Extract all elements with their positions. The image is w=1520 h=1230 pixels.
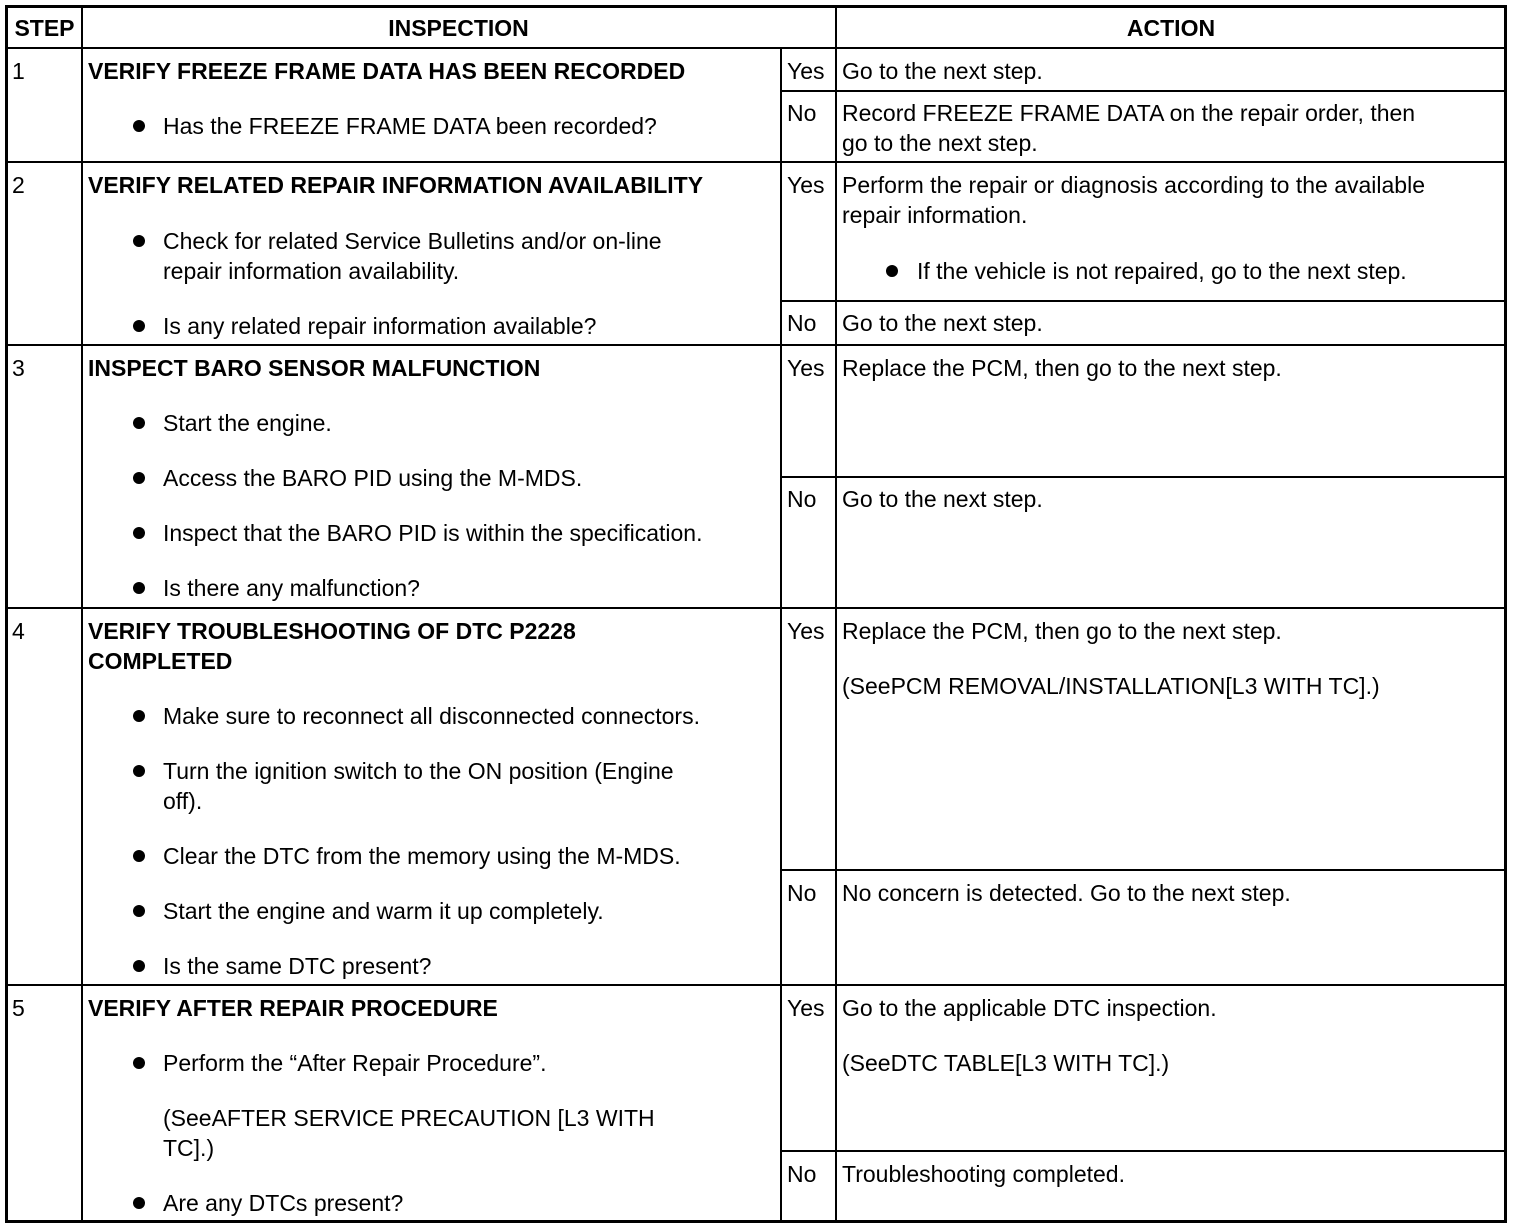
yes-action: Replace the PCM, then go to the next step. (842, 355, 1282, 381)
header-inspection: INSPECTION (388, 15, 529, 41)
bullet-icon (133, 527, 145, 539)
inspection-item: Check for related Service Bulletins and/or on-line (163, 228, 662, 254)
inspection-item: Perform the “After Repair Procedure”. (163, 1050, 547, 1076)
bullet-icon (133, 120, 145, 132)
inspection-item: Turn the ignition switch to the ON position (Engine (163, 758, 674, 784)
inspection-item: repair information availability. (163, 258, 460, 284)
inspection-item: Is there any malfunction? (163, 575, 420, 601)
no-label: No (787, 310, 817, 336)
bullet-icon (133, 235, 145, 247)
header-action: ACTION (1126, 15, 1216, 41)
no-action: No concern is detected. Go to the next step. (842, 880, 1291, 906)
step-title: COMPLETED (88, 648, 233, 674)
yes-action: Replace the PCM, then go to the next step. (842, 618, 1282, 644)
no-label: No (787, 1161, 817, 1187)
reference-link[interactable]: (SeePCM REMOVAL/INSTALLATION[L3 WITH TC].) (842, 673, 1380, 699)
inspection-item: Access the BARO PID using the M-MDS. (163, 465, 583, 491)
bullet-icon (133, 1197, 145, 1209)
row-divider (780, 90, 1506, 92)
row-divider (780, 300, 1506, 302)
step-title: VERIFY AFTER REPAIR PROCEDURE (88, 995, 498, 1021)
yes-label: Yes (787, 58, 825, 84)
reference-link[interactable]: (SeeDTC TABLE[L3 WITH TC].) (842, 1050, 1170, 1076)
inspection-item: Start the engine and warm it up completely. (163, 898, 604, 924)
row-divider (6, 984, 1506, 986)
step-number: 1 (12, 58, 25, 84)
bullet-icon (133, 765, 145, 777)
step-title: VERIFY FREEZE FRAME DATA HAS BEEN RECORDED (88, 58, 686, 84)
no-label: No (787, 486, 817, 512)
yes-label: Yes (787, 355, 825, 381)
yes-action: Go to the applicable DTC inspection. (842, 995, 1217, 1021)
row-divider (6, 47, 1506, 49)
yes-action: Perform the repair or diagnosis according to the available (842, 172, 1425, 198)
step-title: VERIFY TROUBLESHOOTING OF DTC P2228 (88, 618, 576, 644)
step-number: 5 (12, 995, 25, 1021)
row-divider (780, 1150, 1506, 1152)
bullet-icon (133, 417, 145, 429)
column-divider (81, 6, 83, 1222)
inspection-item: Make sure to reconnect all disconnected connectors. (163, 703, 700, 729)
step-number: 3 (12, 355, 25, 381)
inspection-item: Clear the DTC from the memory using the M-MDS. (163, 843, 681, 869)
inspection-item: Start the engine. (163, 410, 332, 436)
header-step: STEP (14, 15, 75, 41)
inspection-item: Has the FREEZE FRAME DATA been recorded? (163, 113, 657, 139)
row-divider (6, 344, 1506, 346)
yes-action: repair information. (842, 202, 1028, 228)
bullet-icon (133, 850, 145, 862)
column-divider (835, 6, 837, 1222)
inspection-item: off). (163, 788, 203, 814)
step-number: 4 (12, 618, 25, 644)
bullet-icon (133, 582, 145, 594)
yes-action: Go to the next step. (842, 58, 1043, 84)
reference-link[interactable]: TC].) (163, 1135, 215, 1161)
no-action: Record FREEZE FRAME DATA on the repair order, then (842, 100, 1416, 126)
bullet-icon (886, 265, 898, 277)
inspection-item: Is any related repair information available? (163, 313, 597, 339)
no-action: Troubleshooting completed. (842, 1161, 1125, 1187)
yes-label: Yes (787, 618, 825, 644)
step-title: VERIFY RELATED REPAIR INFORMATION AVAILABILITY (88, 172, 704, 198)
yes-action-item: If the vehicle is not repaired, go to the next step. (917, 258, 1407, 284)
column-divider (780, 48, 782, 1222)
reference-link[interactable]: (SeeAFTER SERVICE PRECAUTION [L3 WITH (163, 1105, 655, 1131)
row-divider (780, 476, 1506, 478)
no-label: No (787, 880, 817, 906)
step-title: INSPECT BARO SENSOR MALFUNCTION (88, 355, 541, 381)
inspection-item: Inspect that the BARO PID is within the specification. (163, 520, 703, 546)
inspection-item: Are any DTCs present? (163, 1190, 404, 1216)
row-divider (6, 161, 1506, 163)
bullet-icon (133, 320, 145, 332)
yes-label: Yes (787, 172, 825, 198)
no-action: Go to the next step. (842, 310, 1043, 336)
step-number: 2 (12, 172, 25, 198)
bullet-icon (133, 710, 145, 722)
no-action: go to the next step. (842, 130, 1038, 156)
bullet-icon (133, 1057, 145, 1069)
bullet-icon (133, 905, 145, 917)
row-divider (780, 869, 1506, 871)
bullet-icon (133, 960, 145, 972)
yes-label: Yes (787, 995, 825, 1021)
inspection-item: Is the same DTC present? (163, 953, 432, 979)
bullet-icon (133, 472, 145, 484)
row-divider (6, 607, 1506, 609)
no-action: Go to the next step. (842, 486, 1043, 512)
no-label: No (787, 100, 817, 126)
